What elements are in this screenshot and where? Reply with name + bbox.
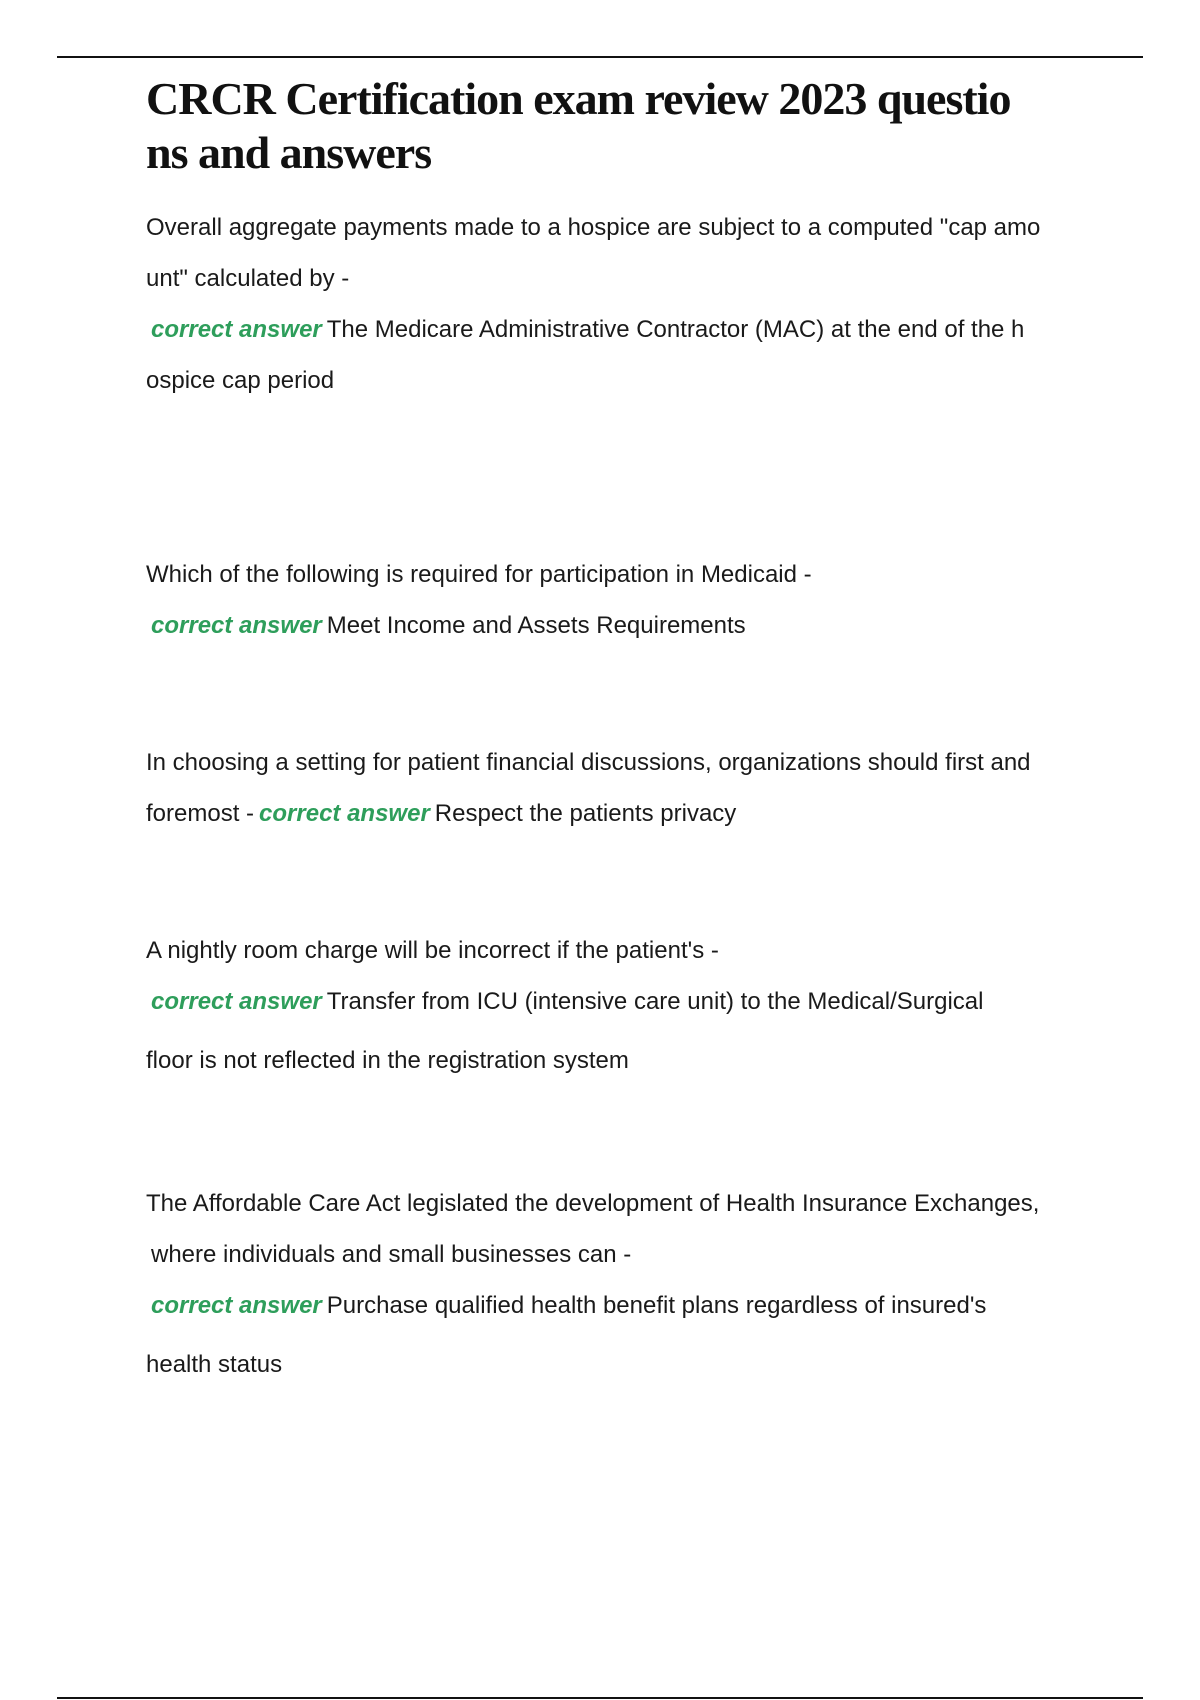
answer-line	[146, 304, 1096, 355]
correct-answer-label: correct answer	[259, 800, 430, 827]
question-text: Overall aggregate payments made to a hospice are subject to a computed "cap amo	[146, 214, 1041, 241]
correct-answer-label: correct answer	[151, 612, 322, 639]
question-text: A nightly room charge will be incorrect if the patient's -	[146, 937, 719, 964]
top-rule	[57, 56, 1143, 58]
answer-text: Purchase qualified health benefit plans regardless of insured's	[326, 1292, 987, 1319]
question-text: Which of the following is required for participation in Medicaid -	[146, 561, 812, 588]
answer-text: Meet Income and Assets Requirements	[326, 612, 746, 639]
title-line-2: ns and answers	[146, 127, 432, 178]
bottom-rule	[57, 1697, 1143, 1699]
question-text: The Affordable Care Act legislated the development of Health Insurance Exchanges,	[146, 1190, 1040, 1217]
qa-item-2	[146, 549, 1096, 651]
answer-text: health status	[146, 1351, 283, 1378]
answer-line	[146, 788, 1096, 839]
answer-line	[146, 1280, 1096, 1331]
question-text: where individuals and small businesses can -	[151, 1241, 632, 1268]
question-text: foremost -	[146, 800, 255, 827]
answer-text: Respect the patients privacy	[434, 800, 737, 827]
page-title	[146, 72, 1096, 180]
question-text: In choosing a setting for patient financial discussions, organizations should first and	[146, 749, 1031, 776]
qa-item-3	[146, 737, 1096, 839]
answer-text: The Medicare Administrative Contractor (MAC) at the end of the h	[326, 316, 1025, 343]
correct-answer-label: correct answer	[151, 1292, 322, 1319]
answer-line	[146, 976, 1096, 1027]
correct-answer-label: correct answer	[151, 988, 322, 1015]
correct-answer-label: correct answer	[151, 316, 322, 343]
qa-item-1	[146, 202, 1096, 406]
answer-text: Transfer from ICU (intensive care unit) to the Medical/Surgical	[326, 988, 984, 1015]
answer-text: ospice cap period	[146, 367, 335, 394]
qa-item-4	[146, 925, 1096, 1095]
answer-text: floor is not reflected in the registration system	[146, 1047, 629, 1074]
question-text: unt" calculated by -	[146, 265, 350, 292]
answer-line	[146, 600, 1096, 651]
qa-item-5	[146, 1178, 1096, 1399]
title-line-1: CRCR Certification exam review 2023 questio	[146, 73, 1011, 124]
document-page	[146, 72, 1096, 1378]
